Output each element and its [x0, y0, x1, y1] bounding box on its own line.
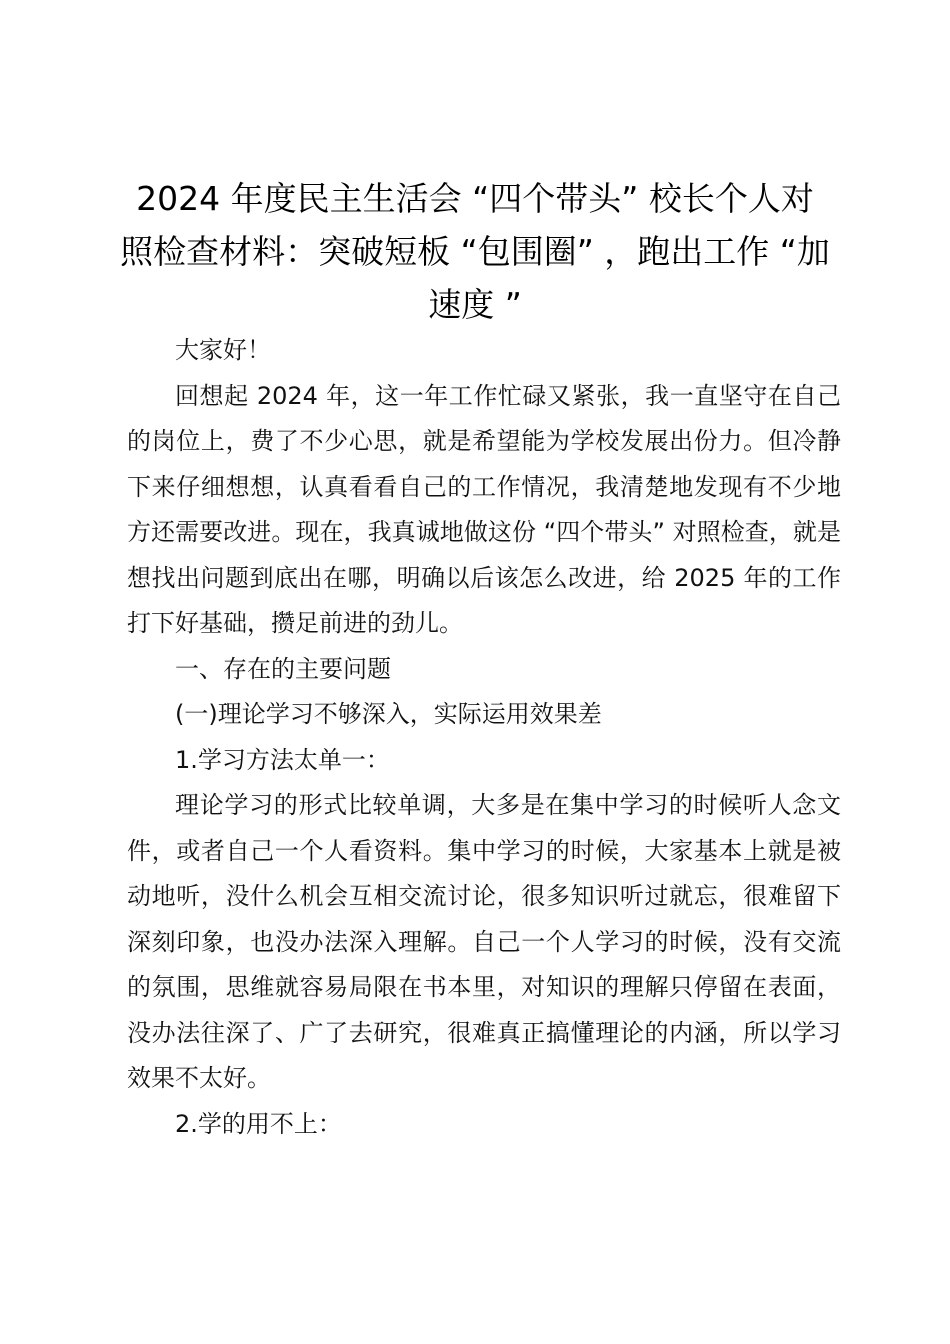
greeting-paragraph: 大家好！ — [175, 336, 271, 364]
intro-paragraph: 回想起 2024 年，这一年工作忙碌又紧张，我一直坚守在自己的岗位上，费了不少心思，就是希望能为学校发展出份力。但冷静下来仔细想想，认真看看自己的工作情况，我清楚地发现有不少地方还需要改进。现在，我真诚地做这份 “四个带头” 对照检查，就是想找出问题到底出在哪，明确以后该怎么改进，给 2025 年的工作打下好基础，攒足前进的劲儿。 — [127, 381, 841, 637]
document-body — [127, 328, 841, 1147]
item-heading-1: 1.学习方法太单一： — [175, 745, 390, 774]
item-paragraph-1: 理论学习的形式比较单调，大多是在集中学习的时候听人念文件，或者自己一个人看资料。集中学习的时候，大家基本上就是被动地听，没什么机会互相交流讨论，很多知识听过就忘，很难留下深刻印象，也没办法深入理解。自己一个人学习的时候，没有交流的氛围，思维就容易局限在书本里，对知识的理解只停留在表面，没办法往深了、广了去研究，很难真正搞懂理论的内涵，所以学习效果不太好。 — [127, 791, 841, 1092]
subsection-heading: (一)理论学习不够深入，实际运用效果差 — [175, 700, 602, 728]
section-heading: 一、存在的主要问题 — [175, 654, 391, 683]
item-heading-2: 2.学的用不上： — [175, 1109, 342, 1138]
document-title: 2024 年度民主生活会 “四个带头” 校长个人对照检查材料：突破短板 “包围圈” ，跑出工作 “加速度 ” — [120, 179, 830, 324]
